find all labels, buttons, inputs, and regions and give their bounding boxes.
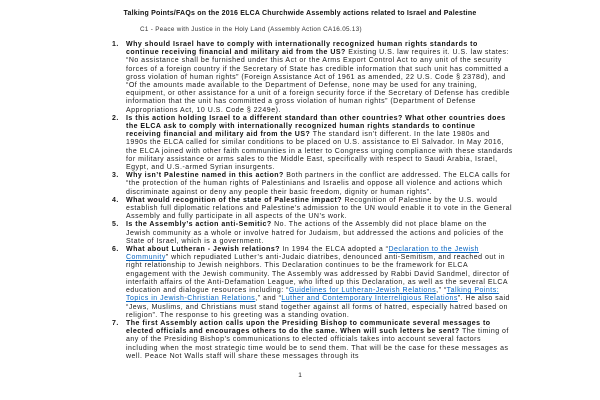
faq-item <box>112 197 513 222</box>
answer-text: Existing U.S. law requires it. U.S. law states: “No assistance shall be furnished under this Act or the Arms Export Control Act to any unit of the security forces of a foreign country if the Secretary of State has credible information that such unit has committed a gross violation of human rights” (Foreign Assistance Act of 1961 as amended, 22 U.S. Code § 2378d), and “Of the amounts made available to the Department of Defense, none may be used for any training, equipment, or other assistance for a unit of a foreign security force if the Secretary of Defense has credible information that the unit has committed a gross violation of human rights” (Department of Defense Appropriations Act, 10 U.S. Code § 2249e). <box>126 49 510 114</box>
faq-item <box>112 320 513 361</box>
item-number: 3. <box>112 172 119 180</box>
question-text: Why isn’t Palestine named in this action? <box>126 172 287 180</box>
question-text: Why should Israel have to comply with internationally recognized human rights standards to continue receiving financial and military aid from the US? <box>126 41 478 57</box>
question-text: The first Assembly action calls upon the Presiding Bishop to communicate several messages to elected officials and encourages others to do the same. When will such letters be sent? <box>126 319 491 336</box>
item-number: 7. <box>112 319 119 327</box>
inline-link[interactable]: Guidelines for Lutheran-Jewish Relations <box>288 287 437 295</box>
answer-text: In 1994 the ELCA adopted a “ <box>282 246 389 254</box>
question-text: Is this action holding Israel to a different standard than other countries? What other countries does the ELCA ask to comply with internationally recognized human rights standards to continue receiving financial and military aid from the US? <box>126 114 506 139</box>
faq-item <box>112 221 513 246</box>
answer-text: ,” “ <box>436 287 447 295</box>
faq-item <box>112 246 513 320</box>
question-text: Is the Assembly’s action anti-Semitic? <box>126 221 275 229</box>
faq-list <box>112 41 513 361</box>
item-number: 1. <box>112 41 119 48</box>
inline-link[interactable]: Talking Points: Topics in Jewish-Christian Relations <box>126 287 500 303</box>
answer-text: ” which repudiated Luther’s anti-Judaic diatribes, denounced anti-Semitism, and reached out in right relationship to Jewish neighbors. This Declaration continues to be the framework for ELCA engagement with the Jewish community. The Assembly was addressed by Rabbi David Sandmel, director of interfaith affairs of the Anti-Defamation League, who lifted up this Declaration, as well as the several ELCA education and dialogue resources including: “ <box>126 254 510 295</box>
question-text: What about Lutheran - Jewish relations? <box>126 246 283 254</box>
section-heading: C1 - Peace with Justice in the Holy Land (Assembly Action CA16.05.13) <box>140 26 362 33</box>
faq-item <box>112 115 513 172</box>
item-number: 5. <box>112 221 119 229</box>
answer-text: Both partners in the conflict are addressed. The ELCA calls for “the protection of the human rights of Palestinians and Israelis and oppose all violence and actions which discriminate against or deny any people their basic freedom, dignity or human rights”. <box>126 172 511 196</box>
faq-item <box>112 41 513 115</box>
faq-item <box>112 172 513 197</box>
item-number: 2. <box>112 114 119 122</box>
question-text: What would recognition of the state of Palestine impact? <box>126 196 345 204</box>
answer-text: The timing of any of the Presiding Bishop’s communications to elected officials takes into account several factors including when the most strategic time would be to send them. That will be the case for these messages as well. Peace Not Walls staff will share these messages through its <box>126 328 509 360</box>
document-title: Talking Points/FAQs on the 2016 ELCA Churchwide Assembly actions related to Israel and Palestine <box>123 10 477 17</box>
answer-text: Recognition of Palestine by the U.S. would establish full diplomatic relations and Palestine’s admission to the UN would enable it to vote in the General Assembly and fully participate in all aspects of the UN’s work. <box>126 196 513 221</box>
answer-text: ”. He also said “Jews, Muslims, and Christians must stand together against all forms of hatred, especially hatred based on religion”. The response to his greeting was a standing ovation. <box>126 295 510 319</box>
item-number: 6. <box>112 246 119 254</box>
answer-text: No. The actions of the Assembly did not place blame on the Jewish community as a whole or involve hatred for Judaism, but addressed the actions and policies of the State of Israel, which is a government. <box>126 221 504 245</box>
item-number: 4. <box>112 196 119 204</box>
answer-text: The standard isn’t different. In the late 1980s and 1990s the ELCA called for similar conditions to be placed on U.S. assistance to El Salvador. In May 2016, the ELCA joined with other faith communities in a letter to Congress urging compliance with these standards for military assistance or arms sales to the Middle East, specifically with respect to Saudi Arabia, Israel, Egypt, and U.S.-armed Syrian insurgents. <box>126 131 513 172</box>
inline-link[interactable]: Luther and Contemporary Interreligious Relations <box>281 295 458 303</box>
page-number: 1 <box>298 372 302 379</box>
inline-link[interactable]: Declaration to the Jewish Community <box>126 246 479 262</box>
answer-text: ,” and “ <box>255 295 282 303</box>
